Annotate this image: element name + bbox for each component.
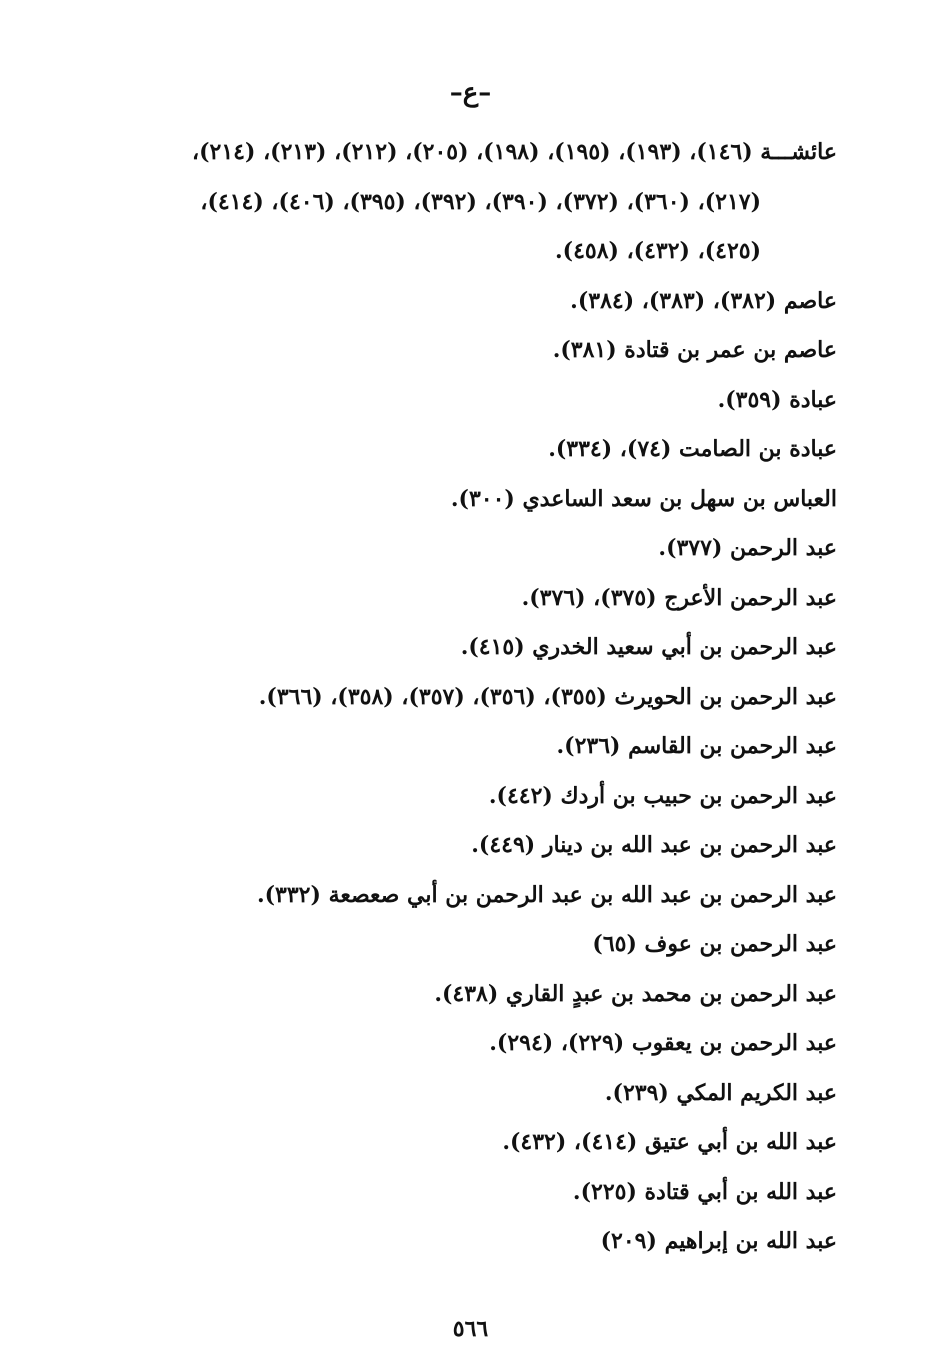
index-entry: عبادة (٣٥٩). xyxy=(717,386,837,413)
index-entry: عبد الرحمن بن عبد الله بن عبد الرحمن بن أبي صعصعة (٣٣٢). xyxy=(256,881,837,908)
index-entry: عبد الرحمن بن أبي سعيد الخدري (٤١٥). xyxy=(460,634,837,660)
index-entry: عبد الله بن أبي قتادة (٢٢٥). xyxy=(572,1178,837,1205)
index-entry: عائشـــة (١٤٦)، (١٩٣)، (١٩٥)، (١٩٨)، (٢٠٥)، (٢١٢)، (٢١٣)، (٢١٤)، xyxy=(192,139,837,165)
index-entry: عاصم (٣٨٢)، (٣٨٣)، (٣٨٤). xyxy=(570,287,837,314)
index-entry: عبد الرحمن بن عبد الله بن دينار (٤٤٩). xyxy=(471,832,837,858)
index-entry: عبد الرحمن بن عوف (٦٥) xyxy=(592,931,837,957)
index-entry: عاصم بن عمر بن قتادة (٣٨١). xyxy=(552,337,837,363)
letter-heading: –ع– xyxy=(449,78,492,108)
index-entry-list xyxy=(97,128,837,1267)
index-entry: عبد الله بن إبراهيم (٢٠٩) xyxy=(600,1228,837,1254)
index-entry: عبد الرحمن (٣٧٧). xyxy=(658,535,837,561)
index-entry: عبادة بن الصامت (٧٤)، (٣٣٤). xyxy=(548,436,837,462)
index-entry-continuation: (٤٢٥)، (٤٣٢)، (٤٥٨). xyxy=(554,238,761,264)
index-entry: عبد الرحمن الأعرج (٣٧٥)، (٣٧٦). xyxy=(521,584,837,611)
index-entry: عبد الرحمن بن محمد بن عبدٍ القاري (٤٣٨). xyxy=(434,980,837,1007)
index-entry: عبد الله بن أبي عتيق (٤١٤)، (٤٣٢). xyxy=(502,1129,837,1155)
index-entry: عبد الرحمن بن القاسم (٢٣٦). xyxy=(556,733,837,759)
page-number: ٥٦٦ xyxy=(452,1316,489,1342)
index-entry-continuation: (٢١٧)، (٣٦٠)، (٣٧٢)، (٣٩٠)، (٣٩٢)، (٣٩٥)، (٤٠٦)، (٤١٤)، xyxy=(200,188,761,215)
index-entry: عبد الرحمن بن يعقوب (٢٢٩)، (٢٩٤). xyxy=(489,1030,837,1056)
index-entry: عبد الرحمن بن حبيب بن أردك (٤٤٢). xyxy=(488,782,837,809)
index-entry: عبد الرحمن بن الحويرث (٣٥٥)، (٣٥٦)، (٣٥٧)، (٣٥٨)، (٣٦٦). xyxy=(258,683,837,710)
index-entry: عبد الكريم المكي (٢٣٩). xyxy=(604,1079,837,1106)
index-entry: العباس بن سهل بن سعد الساعدي (٣٠٠). xyxy=(450,485,837,512)
